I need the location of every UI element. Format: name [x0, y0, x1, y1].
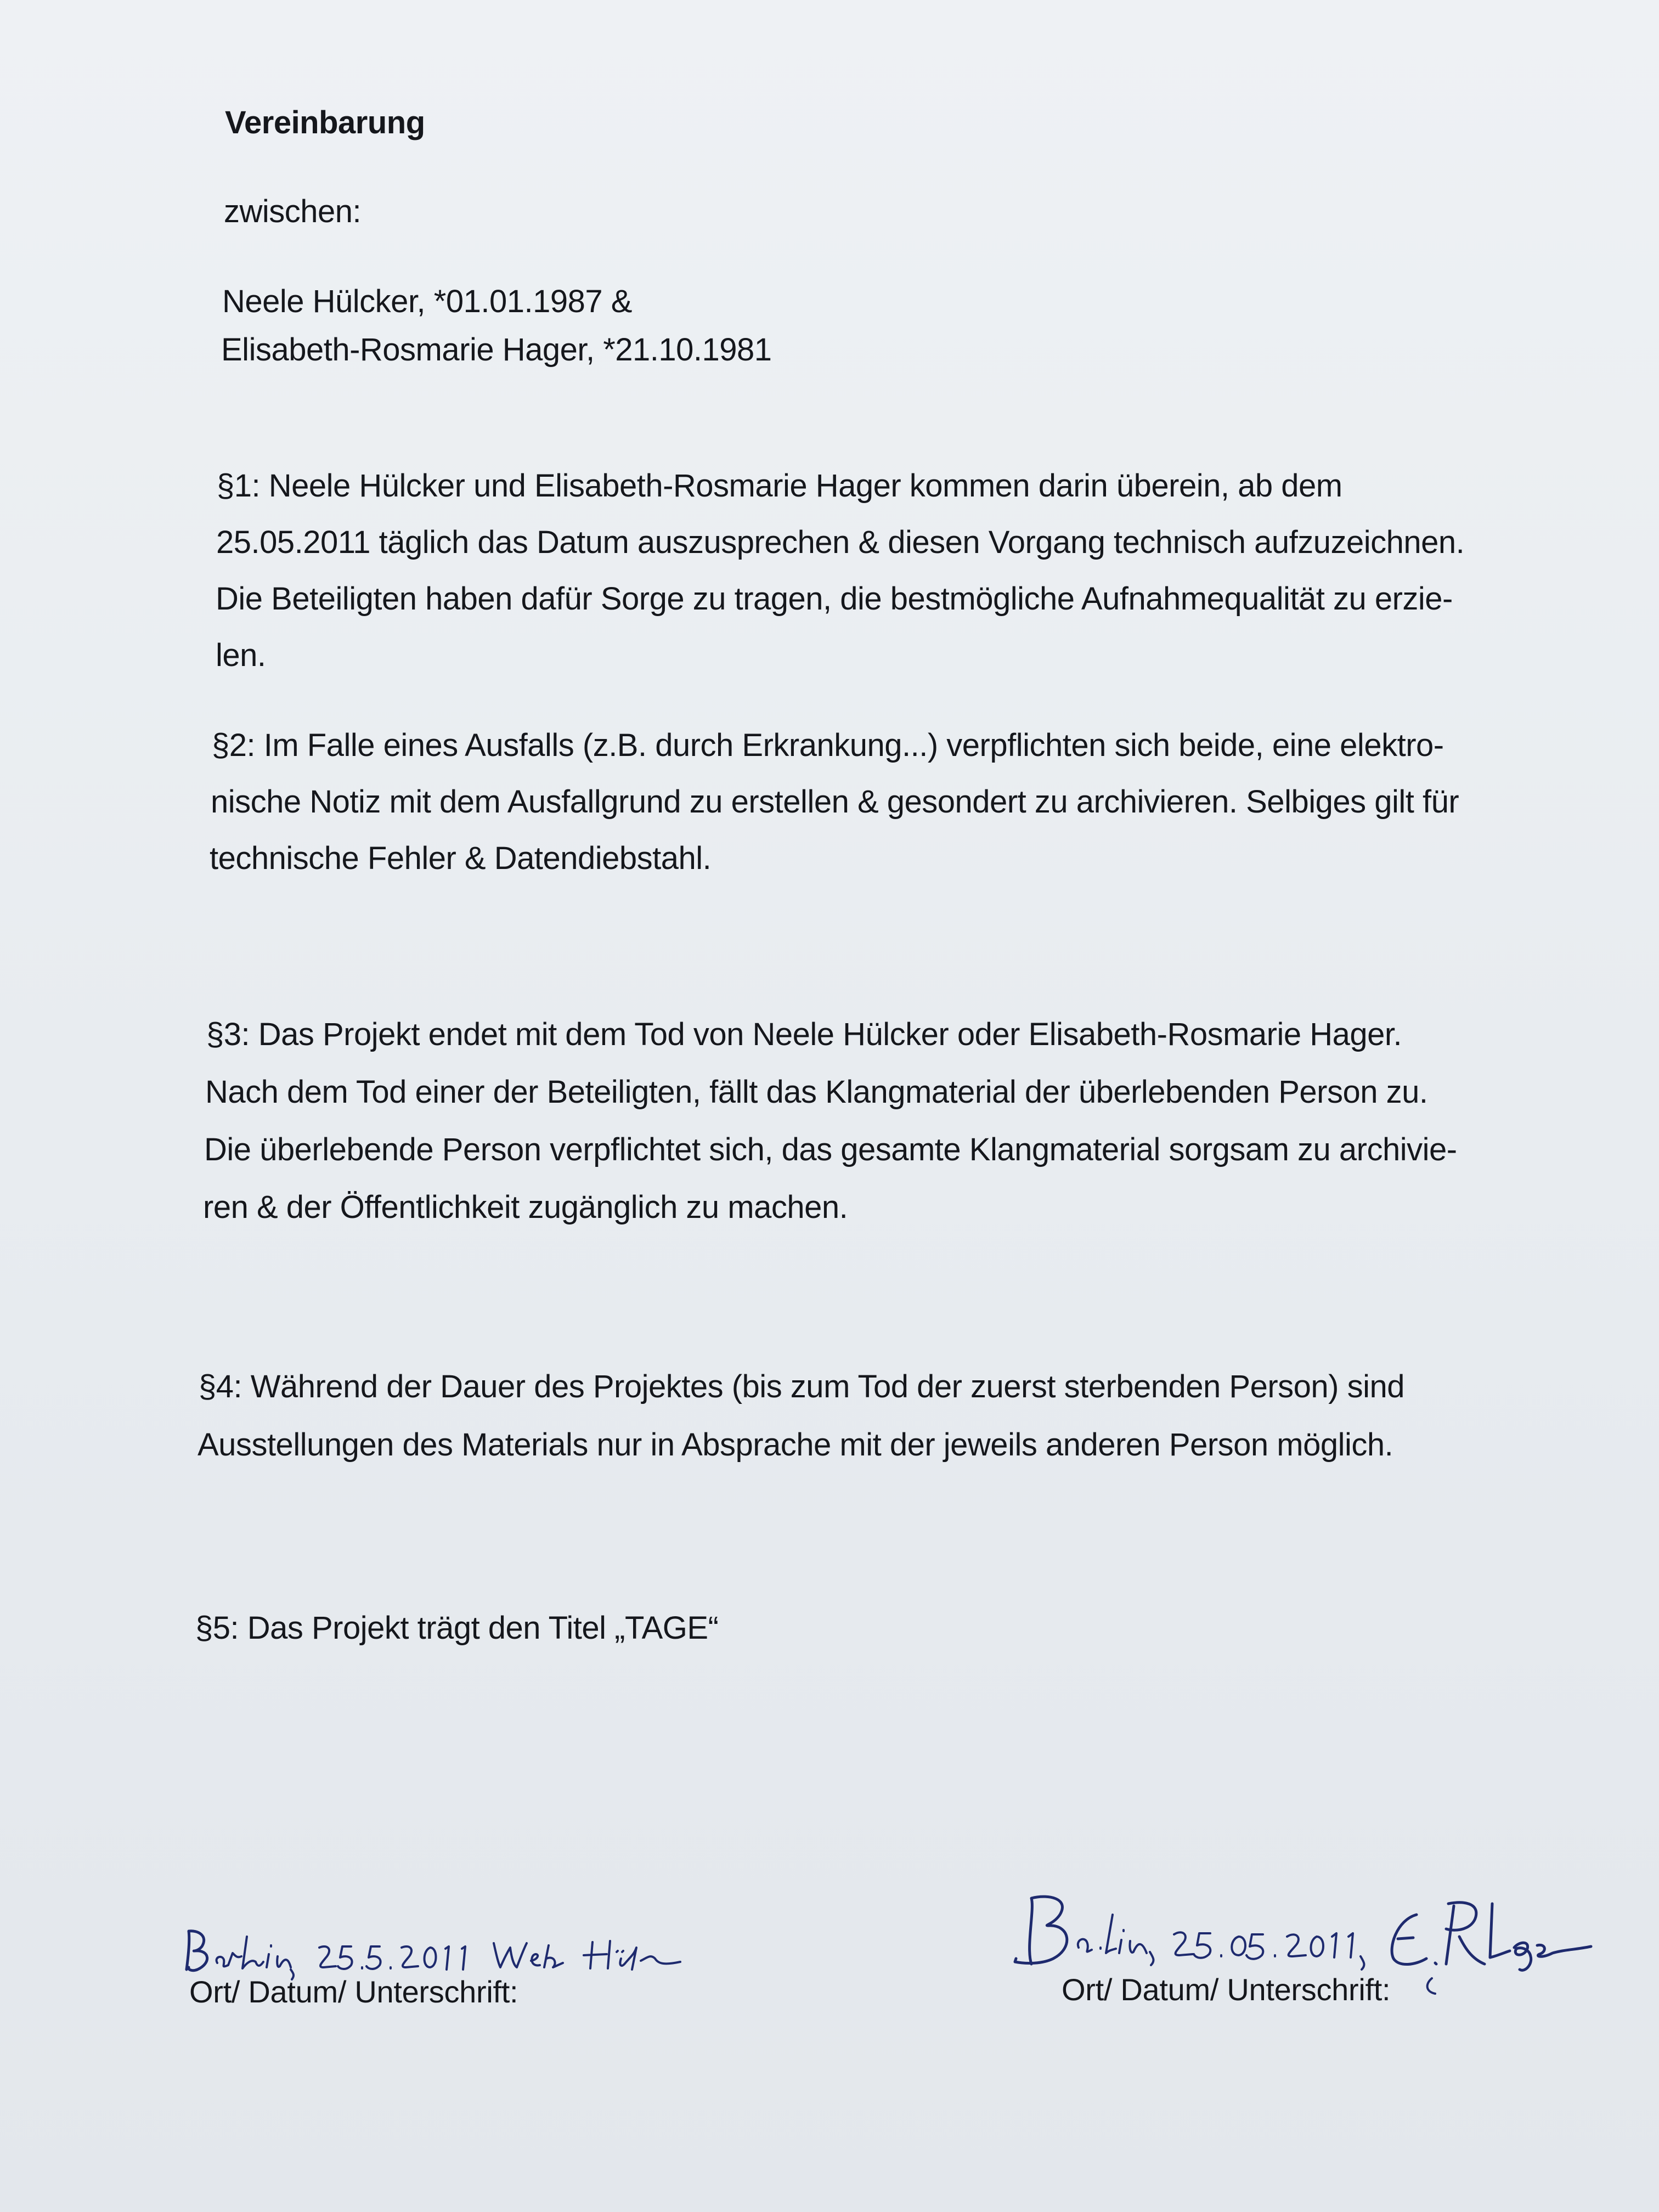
- paragraph-line: 25.05.2011 täglich das Datum auszusprechen & diesen Vorgang technisch aufzuzeichnen.: [216, 524, 1465, 560]
- paragraph-line: Die Beteiligten haben dafür Sorge zu tragen, die bestmögliche Aufnahmequalität zu erzie-: [216, 581, 1453, 617]
- signature-label-right: Ort/ Datum/ Unterschrift:: [1062, 1972, 1391, 2007]
- party-1: Neele Hülcker, *01.01.1987 &: [222, 284, 632, 319]
- paragraph-line: Die überlebende Person verpflichtet sich, das gesamte Klangmaterial sorgsam zu archivie-: [204, 1132, 1457, 1167]
- signature-label-left: Ort/ Datum/ Unterschrift:: [189, 1974, 518, 2009]
- paragraph-line: Nach dem Tod einer der Beteiligten, fällt das Klangmaterial der überlebenden Person zu.: [205, 1074, 1428, 1110]
- paragraph-line: §5: Das Projekt trägt den Titel „TAGE“: [195, 1610, 719, 1646]
- paragraph-line: §3: Das Projekt endet mit dem Tod von Neele Hülcker oder Elisabeth-Rosmarie Hager.: [206, 1017, 1402, 1052]
- paragraph-line: ren & der Öffentlichkeit zugänglich zu machen.: [203, 1189, 848, 1225]
- paragraph-line: §4: Während der Dauer des Projektes (bis zum Tod der zuerst sterbenden Person) sind: [199, 1369, 1405, 1404]
- party-2: Elisabeth-Rosmarie Hager, *21.10.1981: [221, 332, 772, 368]
- document-title: Vereinbarung: [225, 105, 425, 140]
- paragraph-line: Ausstellungen des Materials nur in Absprache mit der jeweils anderen Person möglich.: [198, 1427, 1393, 1463]
- paragraph-line: len.: [216, 637, 266, 673]
- paragraph-line: §1: Neele Hülcker und Elisabeth-Rosmarie Hager kommen darin überein, ab dem: [217, 468, 1342, 504]
- between-label: zwischen:: [224, 194, 362, 229]
- paragraph-line: nische Notiz mit dem Ausfallgrund zu erstellen & gesondert zu archivieren. Selbiges gilt für: [211, 784, 1459, 820]
- paragraph-line: technische Fehler & Datendiebstahl.: [210, 840, 712, 876]
- paragraph-line: §2: Im Falle eines Ausfalls (z.B. durch Erkrankung...) verpflichten sich beide, eine elektro-: [212, 727, 1444, 763]
